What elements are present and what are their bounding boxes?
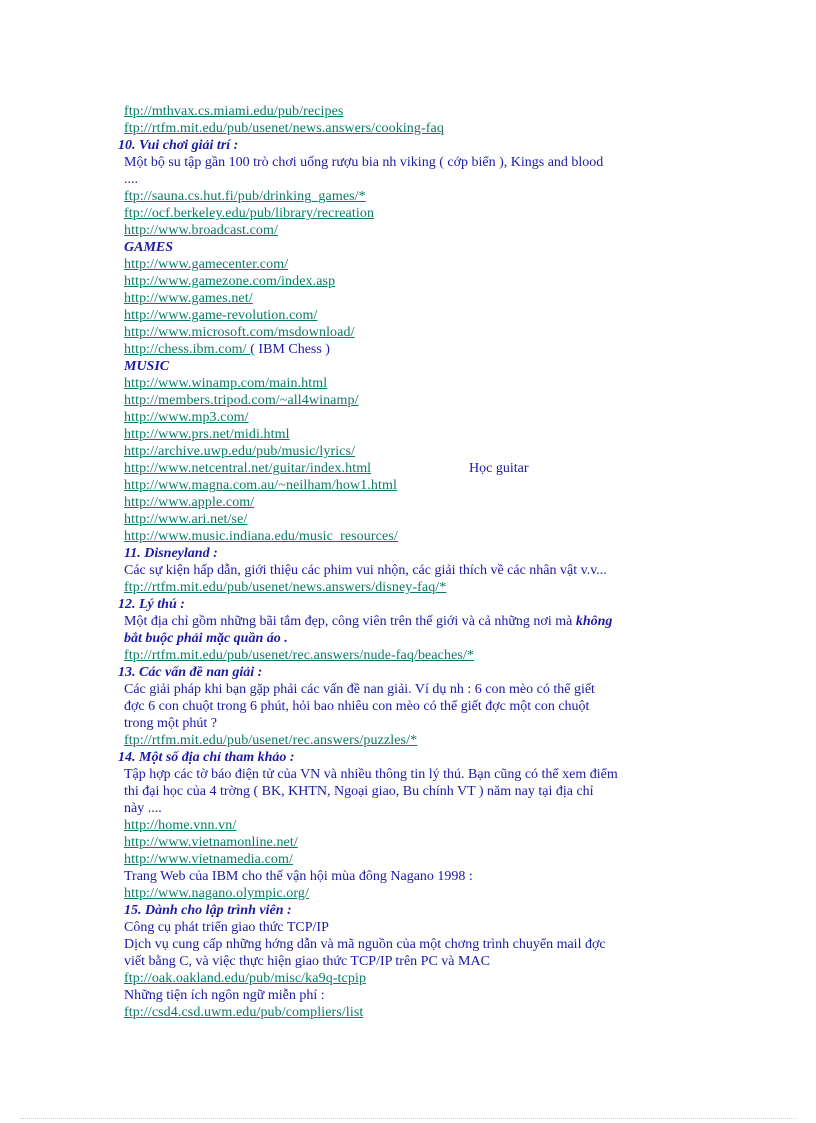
section-heading-text: 15. Dành cho lập trình viên : bbox=[124, 903, 292, 918]
body-text-span: thi đại học của 4 trờng ( BK, KHTN, Ngoại giao, Bu chính VT ) năm nay tại địa chỉ bbox=[124, 784, 594, 799]
section-heading bbox=[116, 358, 716, 375]
body-text-span: Công cụ phát triển giao thức TCP/IP bbox=[124, 920, 329, 935]
link-row bbox=[116, 885, 716, 902]
url-link[interactable]: ftp://mthvax.cs.miami.edu/pub/recipes bbox=[124, 104, 344, 119]
link-row bbox=[116, 511, 716, 528]
link-row bbox=[116, 375, 716, 392]
link-note: Học guitar bbox=[469, 461, 529, 476]
body-text bbox=[116, 987, 716, 1004]
section-heading bbox=[116, 902, 716, 919]
body-text-span: Một bộ su tập gần 100 trò chơi uống rượu bia nh viking ( cớp biển ), Kings and blood bbox=[124, 155, 604, 170]
url-link[interactable]: http://www.gamezone.com/index.asp bbox=[124, 274, 336, 289]
body-text bbox=[116, 919, 716, 936]
body-text-span: đợc 6 con chuột trong 6 phút, hỏi bao nhiêu con mèo có thể giết đợc một con chuột bbox=[124, 699, 590, 714]
url-link[interactable]: http://www.apple.com/ bbox=[124, 495, 255, 510]
section-heading-text: 11. Disneyland : bbox=[124, 546, 218, 561]
link-row bbox=[116, 426, 716, 443]
link-row bbox=[116, 477, 716, 494]
url-link[interactable]: http://www.game-revolution.com/ bbox=[124, 308, 318, 323]
url-link[interactable]: ftp://oak.oakland.edu/pub/misc/ka9q-tcpip bbox=[124, 971, 367, 986]
link-row bbox=[116, 647, 716, 664]
link-row bbox=[116, 460, 716, 477]
link-row bbox=[116, 732, 716, 749]
body-text-span: Các giải pháp khi bạn gặp phải các vấn đề nan giải. Ví dụ nh : 6 con mèo có thể giết bbox=[124, 682, 595, 697]
url-link[interactable]: ftp://csd4.csd.uwm.edu/pub/compliers/list bbox=[124, 1005, 364, 1020]
footer-divider bbox=[20, 1118, 796, 1120]
content-column bbox=[116, 103, 716, 1021]
link-row bbox=[116, 222, 716, 239]
link-row bbox=[116, 307, 716, 324]
url-link[interactable]: http://www.magna.com.au/~neilham/how1.html bbox=[124, 478, 397, 493]
section-heading bbox=[116, 239, 716, 256]
link-note: ( IBM Chess ) bbox=[250, 342, 330, 357]
emphasis-text: không bbox=[575, 614, 613, 629]
url-link[interactable]: http://www.vietnamonline.net/ bbox=[124, 835, 298, 850]
url-link[interactable]: http://www.mp3.com/ bbox=[124, 410, 249, 425]
link-row bbox=[116, 443, 716, 460]
body-text bbox=[116, 936, 716, 953]
section-heading-text: 13. Các vấn đề nan giải : bbox=[118, 665, 263, 680]
link-row bbox=[116, 341, 716, 358]
url-link[interactable]: http://www.ari.net/se/ bbox=[124, 512, 248, 527]
section-heading bbox=[116, 545, 716, 562]
link-row bbox=[116, 392, 716, 409]
body-text bbox=[116, 171, 716, 188]
link-row bbox=[116, 273, 716, 290]
url-link[interactable]: http://www.gamecenter.com/ bbox=[124, 257, 289, 272]
link-row bbox=[116, 290, 716, 307]
body-text-span: Trang Web của IBM cho thế vận hội mùa đông Nagano 1998 : bbox=[124, 869, 473, 884]
body-text bbox=[116, 698, 716, 715]
link-row bbox=[116, 324, 716, 341]
url-link[interactable]: http://chess.ibm.com/ bbox=[124, 342, 251, 357]
link-row bbox=[116, 970, 716, 987]
link-row bbox=[116, 103, 716, 120]
body-text bbox=[116, 800, 716, 817]
link-row bbox=[116, 188, 716, 205]
section-heading bbox=[116, 596, 716, 613]
link-row bbox=[116, 1004, 716, 1021]
link-row bbox=[116, 528, 716, 545]
url-link[interactable]: http://www.winamp.com/main.html bbox=[124, 376, 328, 391]
body-text bbox=[116, 154, 716, 171]
body-text-span: Dịch vụ cung cấp những hớng dẫn và mã nguồn của một chơng trình chuyển mail đợc bbox=[124, 937, 606, 952]
section-heading bbox=[116, 137, 716, 154]
url-link[interactable]: http://www.broadcast.com/ bbox=[124, 223, 279, 238]
link-row bbox=[116, 409, 716, 426]
section-heading bbox=[116, 664, 716, 681]
body-text bbox=[116, 630, 716, 647]
section-heading-text: 14. Một số địa chỉ tham khảo : bbox=[118, 750, 295, 765]
url-link[interactable]: http://archive.uwp.edu/pub/music/lyrics/ bbox=[124, 444, 356, 459]
body-text-span: viết bằng C, và việc thực hiện giao thức TCP/IP trên PC và MAC bbox=[124, 954, 490, 969]
body-text bbox=[116, 953, 716, 970]
link-row bbox=[116, 120, 716, 137]
url-link[interactable]: http://www.netcentral.net/guitar/index.html bbox=[124, 461, 372, 476]
url-link[interactable]: ftp://rtfm.mit.edu/pub/usenet/rec.answers/nude-faq/beaches/* bbox=[124, 648, 475, 663]
body-text-span: Những tiện ích ngôn ngữ miễn phí : bbox=[124, 988, 325, 1003]
body-text-span: này .... bbox=[124, 801, 162, 816]
body-text bbox=[116, 562, 716, 579]
body-text-span: trong một phút ? bbox=[124, 716, 217, 731]
link-row bbox=[116, 579, 716, 596]
link-row bbox=[116, 851, 716, 868]
url-link[interactable]: ftp://rtfm.mit.edu/pub/usenet/news.answers/cooking-faq bbox=[124, 121, 444, 136]
section-heading-text: 12. Lý thú : bbox=[118, 597, 185, 612]
body-text bbox=[116, 681, 716, 698]
body-text bbox=[116, 783, 716, 800]
url-link[interactable]: ftp://rtfm.mit.edu/pub/usenet/news.answers/disney-faq/* bbox=[124, 580, 447, 595]
link-row bbox=[116, 817, 716, 834]
link-row bbox=[116, 256, 716, 273]
body-text bbox=[116, 613, 716, 630]
url-link[interactable]: http://www.nagano.olympic.org/ bbox=[124, 886, 309, 901]
body-text-span: .... bbox=[124, 172, 138, 187]
url-link[interactable]: http://www.prs.net/midi.html bbox=[124, 427, 290, 442]
url-link[interactable]: ftp://sauna.cs.hut.fi/pub/drinking_games/* bbox=[124, 189, 366, 204]
url-link[interactable]: http://www.microsoft.com/msdownload/ bbox=[124, 325, 355, 340]
body-text-span: Một địa chỉ gồm những bãi tắm đẹp, công viên trên thế giới và cả những nơi mà bbox=[124, 614, 576, 629]
section-heading bbox=[116, 749, 716, 766]
body-text-span: Các sự kiện hấp dẫn, giới thiệu các phim vui nhộn, các giải thích về các nhân vật v.v... bbox=[124, 563, 607, 578]
body-text bbox=[116, 715, 716, 732]
url-link[interactable]: http://members.tripod.com/~all4winamp/ bbox=[124, 393, 359, 408]
url-link[interactable]: http://www.music.indiana.edu/music_resources/ bbox=[124, 529, 398, 544]
url-link[interactable]: http://www.vietnamedia.com/ bbox=[124, 852, 293, 867]
url-link[interactable]: ftp://ocf.berkeley.edu/pub/library/recreation bbox=[124, 206, 375, 221]
url-link[interactable]: ftp://rtfm.mit.edu/pub/usenet/rec.answers/puzzles/* bbox=[124, 733, 418, 748]
url-link[interactable]: http://www.games.net/ bbox=[124, 291, 253, 306]
section-heading-text: 10. Vui chơi giải trí : bbox=[118, 138, 239, 153]
body-text-span: Tập hợp các tờ báo điện tử của VN và nhiều thông tin lý thú. Bạn cũng có thể xem điểm bbox=[124, 767, 618, 782]
section-heading-text: MUSIC bbox=[124, 359, 170, 374]
link-row bbox=[116, 834, 716, 851]
section-heading-text: GAMES bbox=[124, 240, 174, 255]
link-row bbox=[116, 494, 716, 511]
url-link[interactable]: http://home.vnn.vn/ bbox=[124, 818, 237, 833]
body-text bbox=[116, 868, 716, 885]
body-text bbox=[116, 766, 716, 783]
link-row bbox=[116, 205, 716, 222]
emphasis-text: bắt buộc phải mặc quần áo . bbox=[124, 631, 288, 646]
